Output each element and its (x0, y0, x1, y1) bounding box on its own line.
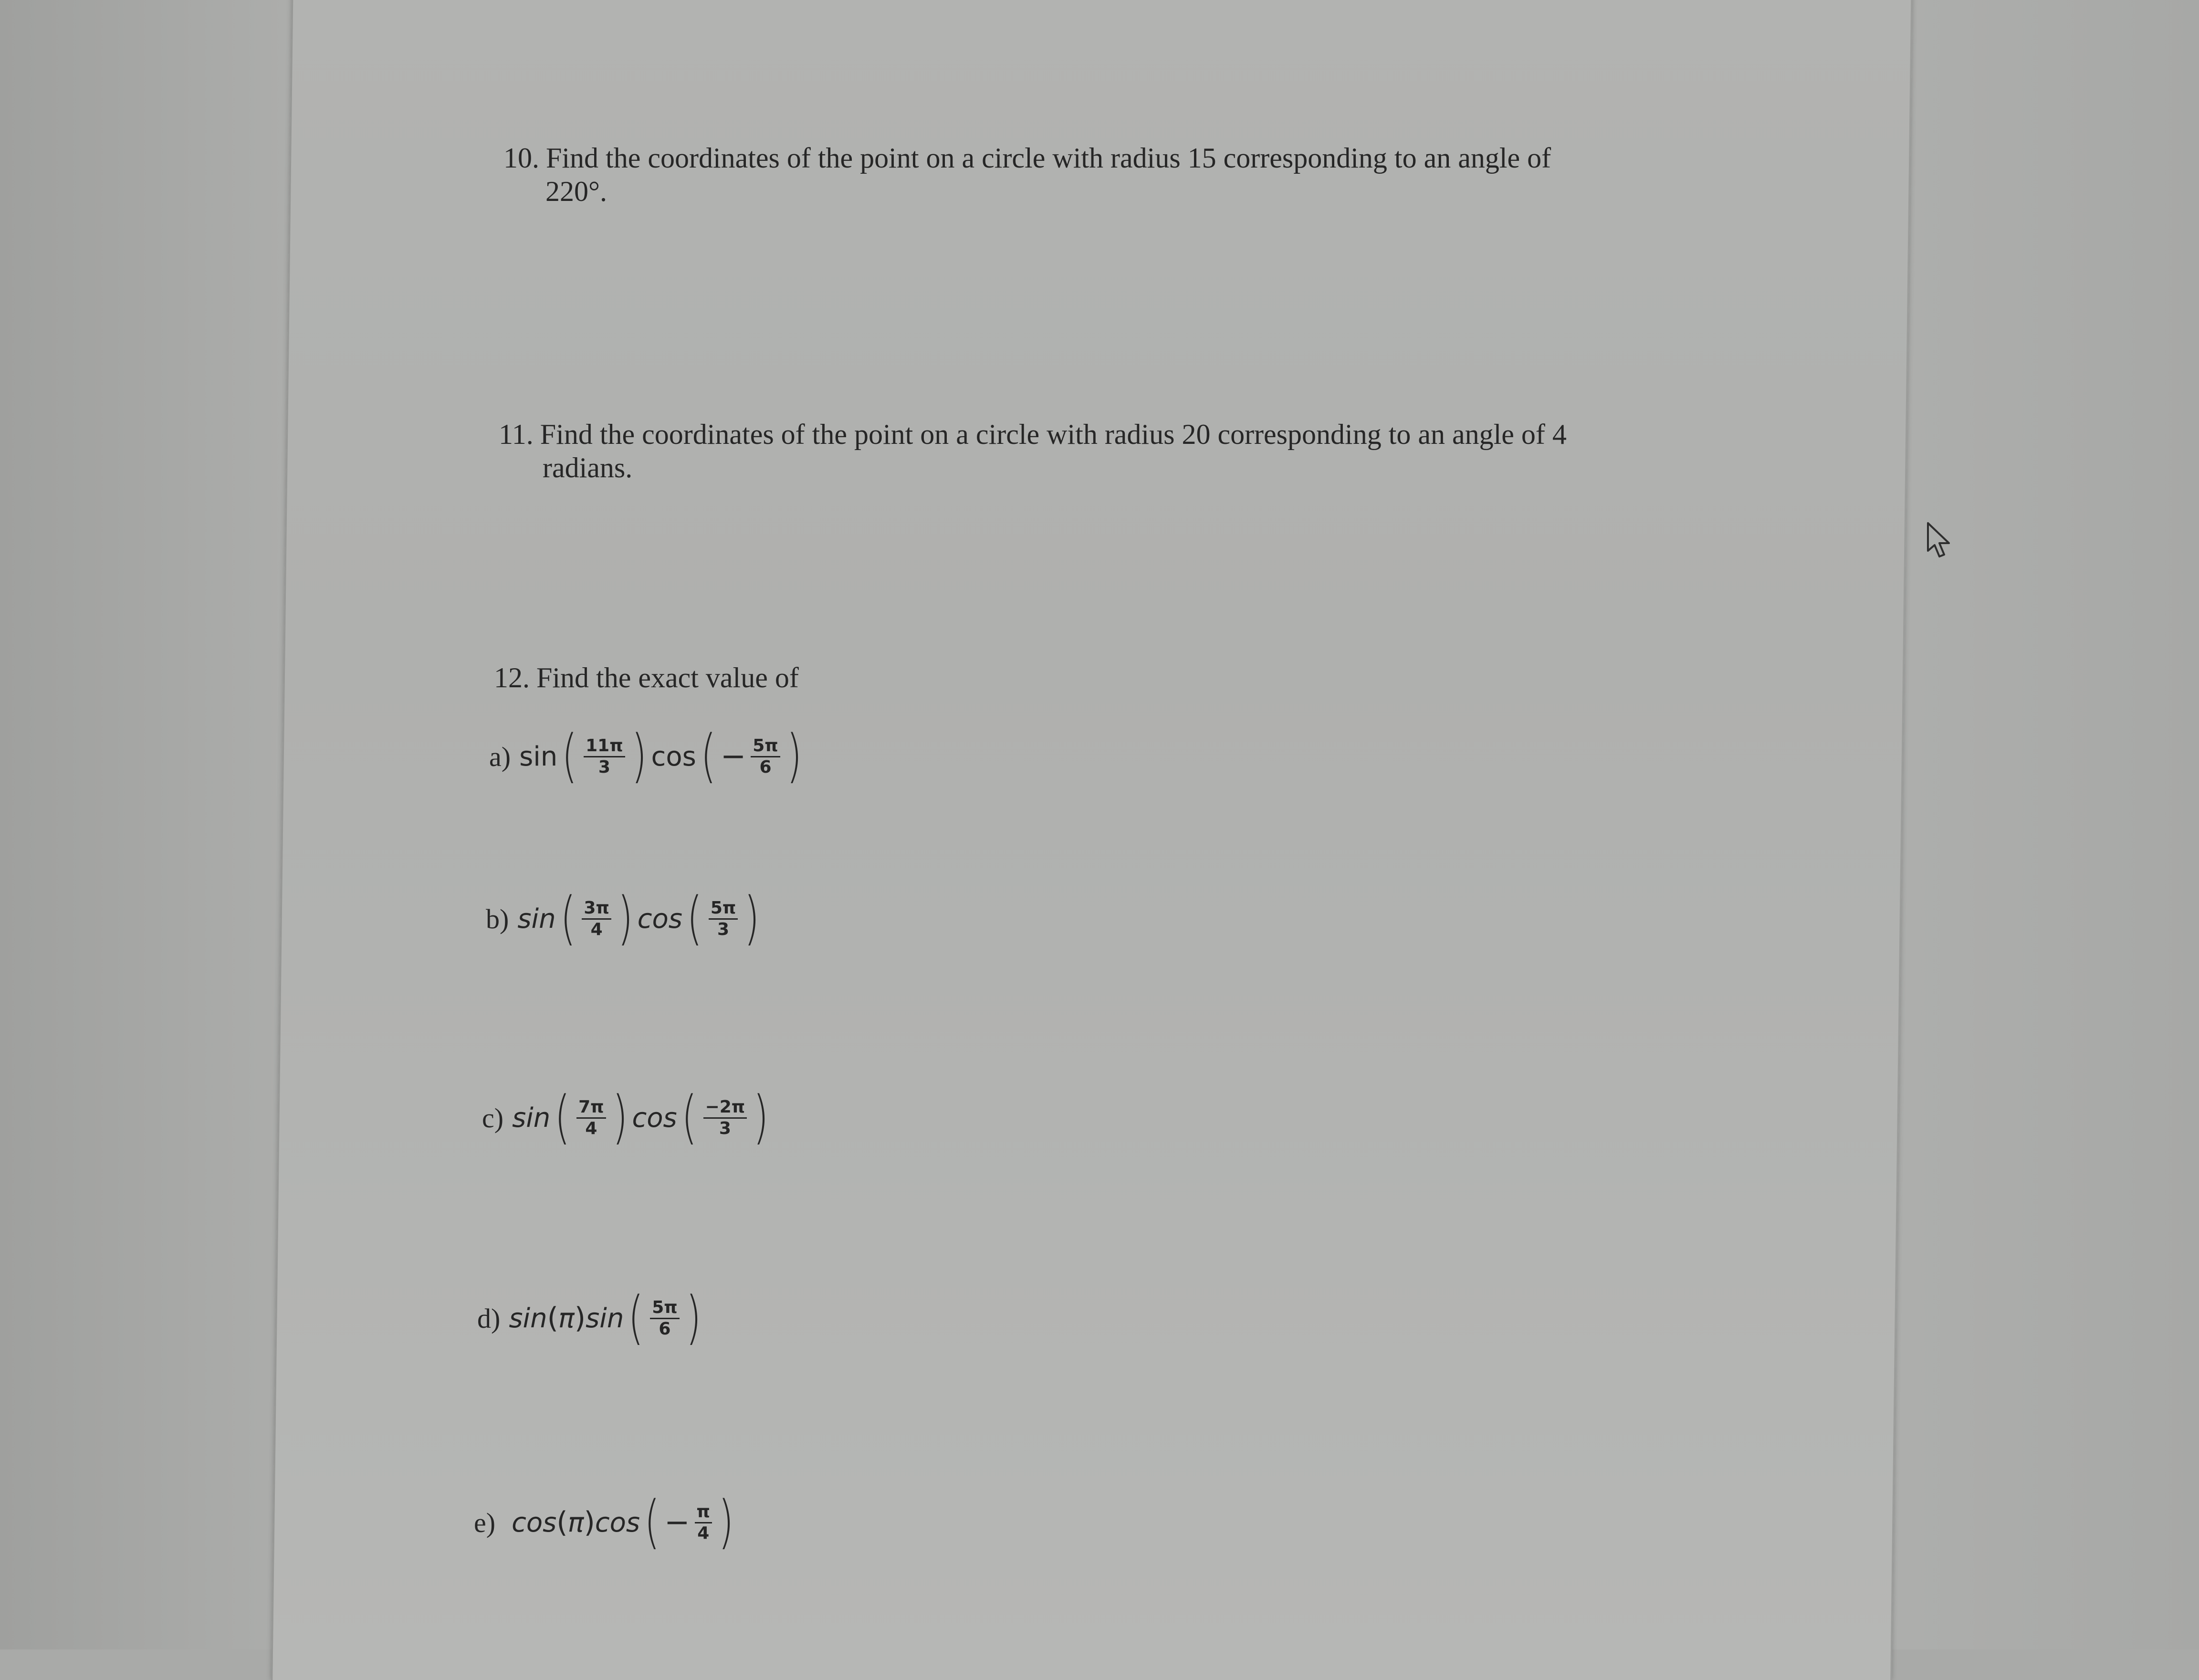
question-12 (494, 661, 799, 694)
denominator: 4 (590, 919, 603, 939)
denominator: 3 (719, 1118, 731, 1138)
worksheet-page (271, 0, 1912, 1680)
numerator: 5π (751, 737, 780, 757)
part-label: d) (477, 1302, 501, 1334)
question-text-line1: Find the coordinates of the point on a circle with radius 15 corresponding to an angle of (546, 142, 1551, 174)
fraction (695, 1503, 712, 1543)
part-d-expression: d) sin ( π ) sin ( $\frac{5\pi}{6}$ ) (477, 1285, 702, 1351)
function-name: sin (509, 1302, 547, 1334)
function-name: cos (595, 1507, 640, 1538)
question-text-line2: radians. (543, 452, 633, 483)
minus-sign: − (720, 739, 746, 774)
fraction (703, 1098, 747, 1138)
part-a-expression: a) sin ( $\frac{11\pi}{3}$ ) cos ( − $\frac{5\pi}{6}$ ) (489, 723, 802, 789)
part-label: c) (482, 1102, 504, 1134)
part-b-expression: b) sin ( $\frac{3\pi}{4}$ ) cos ( $\frac{5\pi}{3}$ ) (486, 885, 760, 952)
numerator: 11π (584, 737, 625, 757)
denominator: 6 (759, 757, 772, 777)
fraction (709, 899, 738, 939)
function-name: sin (517, 903, 556, 934)
fraction (576, 1098, 606, 1138)
denominator: 3 (598, 757, 610, 777)
denominator: 3 (717, 919, 730, 939)
numerator: 7π (576, 1098, 606, 1119)
denominator: 6 (659, 1319, 671, 1339)
function-name: cos (512, 1507, 557, 1538)
question-text-line2: 220°. (545, 176, 607, 207)
function-name: sin (512, 1102, 551, 1134)
part-label: e) (474, 1507, 496, 1538)
part-c-expression: c) sin ( $\frac{7\pi}{4}$ ) cos ( $\frac{-2\pi}{3}$ ) (482, 1084, 769, 1151)
function-name: cos (651, 741, 696, 772)
function-name: cos (632, 1102, 677, 1134)
fraction (650, 1299, 680, 1338)
numerator: 5π (650, 1299, 680, 1319)
question-text: Find the exact value of (536, 662, 799, 693)
question-number: 10. (503, 142, 539, 174)
numerator: 5π (709, 899, 738, 920)
numerator: π (695, 1503, 712, 1523)
fraction (584, 737, 625, 777)
question-10 (503, 141, 1551, 207)
fraction (751, 737, 780, 777)
part-e-expression: e) cos ( π ) cos ( − $\frac{\pi}{4}$ ) (474, 1489, 734, 1555)
function-name: cos (637, 903, 682, 934)
denominator: 4 (697, 1523, 710, 1543)
question-number: 11. (499, 419, 534, 450)
function-name: sin (586, 1302, 624, 1334)
part-label: a) (489, 741, 511, 772)
denominator: 4 (585, 1118, 597, 1138)
question-text-line1: Find the coordinates of the point on a circle with radius 20 corresponding to an angle of 4 (540, 419, 1567, 450)
part-label: b) (486, 903, 509, 934)
mouse-pointer-icon (1926, 521, 1955, 559)
argument: π (558, 1302, 575, 1334)
question-number: 12. (494, 662, 530, 693)
numerator: 3π (582, 899, 611, 920)
question-11 (499, 418, 1567, 483)
numerator: −2π (703, 1098, 747, 1119)
minus-sign: − (664, 1505, 690, 1540)
function-name: sin (519, 741, 558, 772)
argument: π (567, 1507, 584, 1538)
fraction (582, 899, 611, 939)
